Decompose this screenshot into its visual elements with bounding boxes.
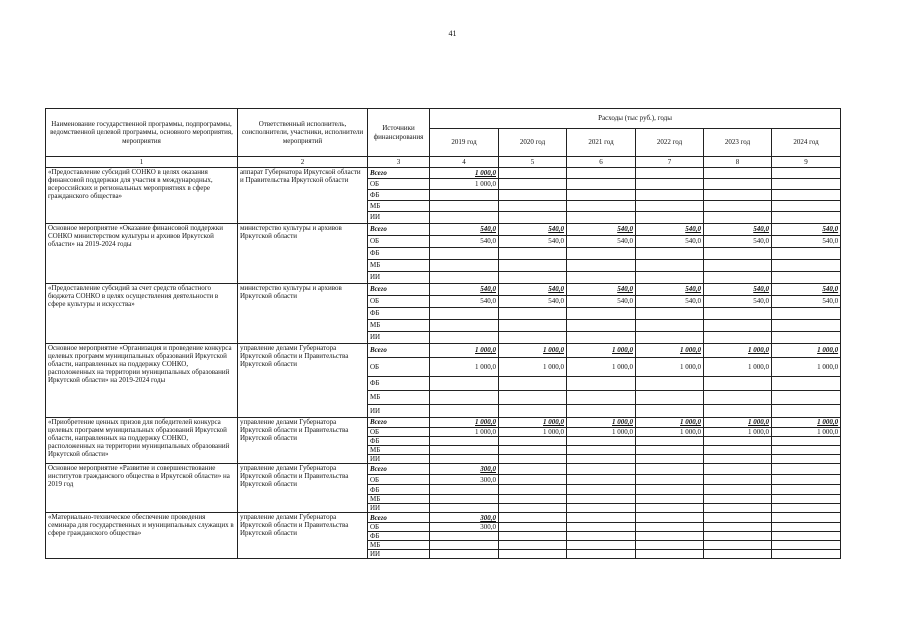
amount-cell (499, 446, 567, 455)
funding-source: ОБ (368, 523, 430, 532)
amount-cell (567, 332, 636, 344)
funding-source: ИИ (368, 455, 430, 464)
amount-cell (567, 190, 636, 201)
funding-source: Всего (368, 513, 430, 523)
amount-cell: 1 000,0 (704, 418, 772, 428)
amount-cell (636, 513, 704, 523)
column-index: 6 (567, 157, 636, 168)
amount-cell: 540,0 (430, 224, 499, 236)
amount-cell: 1 000,0 (772, 418, 841, 428)
year-header: 2020 год (499, 129, 567, 157)
amount-cell (430, 212, 499, 224)
amount-cell (636, 405, 704, 418)
amount-cell (567, 212, 636, 224)
column-index: 9 (772, 157, 841, 168)
amount-cell (772, 550, 841, 559)
amount-cell: 1 000,0 (430, 418, 499, 428)
amount-cell (704, 168, 772, 179)
amount-cell (499, 332, 567, 344)
funding-source: ИИ (368, 272, 430, 284)
amount-cell (636, 446, 704, 455)
amount-cell (567, 504, 636, 513)
amount-cell (704, 485, 772, 495)
amount-cell (772, 455, 841, 464)
amount-cell (772, 201, 841, 212)
amount-cell (704, 212, 772, 224)
amount-cell (772, 495, 841, 504)
amount-cell (636, 332, 704, 344)
funding-source: ИИ (368, 212, 430, 224)
amount-cell (430, 391, 499, 405)
funding-source: МБ (368, 320, 430, 332)
funding-source: МБ (368, 541, 430, 550)
amount-cell (430, 541, 499, 550)
amount-cell (704, 532, 772, 541)
column-index: 3 (368, 157, 430, 168)
amount-cell (430, 320, 499, 332)
measure-name: Основное мероприятие «Развитие и совершенствование институтов гражданского общества в Иркутской области» на 2019 год (46, 464, 238, 513)
amount-cell (567, 513, 636, 523)
amount-cell: 1 000,0 (499, 428, 567, 437)
amount-cell (499, 201, 567, 212)
amount-cell (704, 190, 772, 201)
amount-cell (636, 475, 704, 485)
amount-cell (636, 550, 704, 559)
funding-source: ФБ (368, 532, 430, 541)
amount-cell (499, 308, 567, 320)
amount-cell (704, 179, 772, 190)
amount-cell (567, 495, 636, 504)
amount-cell: 1 000,0 (772, 358, 841, 377)
amount-cell (430, 532, 499, 541)
amount-cell (499, 272, 567, 284)
amount-cell (772, 513, 841, 523)
amount-cell: 1 000,0 (430, 358, 499, 377)
amount-cell (704, 308, 772, 320)
amount-cell: 540,0 (567, 284, 636, 296)
amount-cell (567, 532, 636, 541)
amount-cell (772, 260, 841, 272)
amount-cell (499, 475, 567, 485)
amount-cell (704, 248, 772, 260)
funding-source: МБ (368, 446, 430, 455)
amount-cell (704, 550, 772, 559)
amount-cell: 540,0 (430, 296, 499, 308)
amount-cell: 540,0 (499, 236, 567, 248)
responsible-executor: управление делами Губернатора Иркутской области и Правительства Иркутской области (238, 418, 368, 464)
funding-source: ОБ (368, 475, 430, 485)
amount-cell (772, 377, 841, 391)
amount-cell (704, 437, 772, 446)
amount-cell (636, 190, 704, 201)
column-index-row (46, 157, 841, 168)
table-row (46, 224, 841, 236)
measure-name: «Приобретение ценных призов для победителей конкурса целевых программ муниципальных образований Иркутской области, направленных на поддержку СОНКО, расположенных на территории муниципальных образований Иркутской области» (46, 418, 238, 464)
funding-source: ОБ (368, 236, 430, 248)
amount-cell (499, 320, 567, 332)
amount-cell: 540,0 (430, 236, 499, 248)
amount-cell (636, 523, 704, 532)
funding-source: ИИ (368, 504, 430, 513)
amount-cell (772, 446, 841, 455)
amount-cell: 300,0 (430, 475, 499, 485)
amount-cell: 1 000,0 (636, 418, 704, 428)
amount-cell (772, 272, 841, 284)
amount-cell (567, 377, 636, 391)
amount-cell (772, 523, 841, 532)
amount-cell: 1 000,0 (499, 418, 567, 428)
amount-cell (772, 320, 841, 332)
amount-cell (636, 391, 704, 405)
responsible-executor: аппарат Губернатора Иркутской области и Правительства Иркутской области (238, 168, 368, 224)
funding-source: МБ (368, 201, 430, 212)
amount-cell (499, 464, 567, 475)
amount-cell (499, 248, 567, 260)
amount-cell (704, 272, 772, 284)
funding-source: Всего (368, 168, 430, 179)
amount-cell (636, 504, 704, 513)
amount-cell (636, 212, 704, 224)
amount-cell (430, 260, 499, 272)
amount-cell (567, 464, 636, 475)
amount-cell (430, 332, 499, 344)
amount-cell (499, 405, 567, 418)
amount-cell (499, 532, 567, 541)
amount-cell (636, 201, 704, 212)
amount-cell (636, 495, 704, 504)
amount-cell (430, 446, 499, 455)
amount-cell (772, 190, 841, 201)
amount-cell (704, 513, 772, 523)
amount-cell (704, 391, 772, 405)
year-header: 2024 год (772, 129, 841, 157)
year-header: 2019 год (430, 129, 499, 157)
funding-source: ФБ (368, 377, 430, 391)
column-index: 2 (238, 157, 368, 168)
amount-cell (636, 248, 704, 260)
amount-cell (567, 475, 636, 485)
column-index: 4 (430, 157, 499, 168)
budget-table (45, 108, 841, 559)
amount-cell: 540,0 (704, 224, 772, 236)
header-expenses: Расходы (тыс руб.), годы (430, 109, 841, 129)
amount-cell: 540,0 (772, 236, 841, 248)
amount-cell (499, 513, 567, 523)
amount-cell (772, 168, 841, 179)
amount-cell (567, 437, 636, 446)
amount-cell (499, 190, 567, 201)
funding-source: ОБ (368, 428, 430, 437)
amount-cell (430, 405, 499, 418)
amount-cell (499, 541, 567, 550)
amount-cell (704, 475, 772, 485)
amount-cell (704, 260, 772, 272)
amount-cell (567, 541, 636, 550)
amount-cell (772, 532, 841, 541)
amount-cell (430, 248, 499, 260)
amount-cell (704, 541, 772, 550)
amount-cell (430, 437, 499, 446)
amount-cell (430, 504, 499, 513)
amount-cell: 540,0 (499, 296, 567, 308)
amount-cell (704, 405, 772, 418)
amount-cell (636, 532, 704, 541)
funding-source: ФБ (368, 437, 430, 446)
funding-source: Всего (368, 418, 430, 428)
responsible-executor: управление делами Губернатора Иркутской области и Правительства Иркутской области (238, 344, 368, 418)
funding-source: МБ (368, 391, 430, 405)
amount-cell (567, 485, 636, 495)
funding-source: Всего (368, 224, 430, 236)
amount-cell: 540,0 (499, 224, 567, 236)
amount-cell: 540,0 (704, 296, 772, 308)
amount-cell (636, 485, 704, 495)
funding-source: Всего (368, 464, 430, 475)
amount-cell (636, 260, 704, 272)
amount-cell (567, 168, 636, 179)
amount-cell: 540,0 (772, 296, 841, 308)
measure-name: Основное мероприятие «Организация и проведение конкурса целевых программ муниципальных образований Иркутской области, направленных на поддержку СОНКО, расположенных на территории муниципальных образований Иркутской области» на 2019-2024 годы (46, 344, 238, 418)
amount-cell (772, 541, 841, 550)
amount-cell (567, 455, 636, 464)
funding-source: ОБ (368, 358, 430, 377)
amount-cell (430, 190, 499, 201)
amount-cell (636, 168, 704, 179)
header-responsible: Ответственный исполнитель, соисполнители, участники, исполнители мероприятий (238, 109, 368, 157)
amount-cell (567, 308, 636, 320)
amount-cell (567, 248, 636, 260)
amount-cell: 1 000,0 (567, 358, 636, 377)
amount-cell (430, 272, 499, 284)
amount-cell (567, 179, 636, 190)
amount-cell: 540,0 (430, 284, 499, 296)
amount-cell (636, 179, 704, 190)
header-name: Наименование государственной программы, подпрограммы, ведомственной целевой программы, основного мероприятия, мероприятия (46, 109, 238, 157)
responsible-executor: управление делами Губернатора Иркутской области и Правительства Иркутской области (238, 513, 368, 559)
amount-cell: 1 000,0 (704, 358, 772, 377)
amount-cell: 540,0 (567, 296, 636, 308)
amount-cell: 540,0 (499, 284, 567, 296)
measure-name: «Материально-техническое обеспечение проведения семинара для государственных и муниципальных служащих в сфере гражданского общества» (46, 513, 238, 559)
table-row (46, 344, 841, 358)
amount-cell: 1 000,0 (567, 344, 636, 358)
measure-name: «Предоставление субсидий СОНКО в целях оказания финансовой поддержки для участия в международных, всероссийских и региональных мероприятиях в сфере гражданского общества» (46, 168, 238, 224)
funding-source: ФБ (368, 308, 430, 320)
amount-cell (772, 308, 841, 320)
amount-cell (704, 332, 772, 344)
amount-cell (499, 523, 567, 532)
amount-cell: 1 000,0 (430, 179, 499, 190)
year-header: 2021 год (567, 129, 636, 157)
amount-cell (499, 260, 567, 272)
amount-cell (430, 308, 499, 320)
measure-name: «Предоставление субсидий за счет средств областного бюджета СОНКО в целях осуществления деятельности в сфере культуры и искусства» (46, 284, 238, 344)
amount-cell: 540,0 (567, 224, 636, 236)
amount-cell (772, 332, 841, 344)
amount-cell (636, 308, 704, 320)
amount-cell: 540,0 (636, 236, 704, 248)
amount-cell (567, 320, 636, 332)
amount-cell (772, 504, 841, 513)
amount-cell (636, 320, 704, 332)
column-index: 7 (636, 157, 704, 168)
amount-cell: 300,0 (430, 523, 499, 532)
amount-cell (567, 201, 636, 212)
amount-cell (704, 464, 772, 475)
amount-cell: 540,0 (772, 284, 841, 296)
table-row (46, 418, 841, 428)
amount-cell: 1 000,0 (430, 344, 499, 358)
table-row (46, 168, 841, 179)
amount-cell: 1 000,0 (704, 428, 772, 437)
amount-cell: 1 000,0 (636, 358, 704, 377)
column-index: 8 (704, 157, 772, 168)
amount-cell (704, 201, 772, 212)
amount-cell (430, 455, 499, 464)
amount-cell: 1 000,0 (772, 344, 841, 358)
column-index: 1 (46, 157, 238, 168)
amount-cell (499, 168, 567, 179)
amount-cell: 540,0 (636, 224, 704, 236)
funding-source: ФБ (368, 248, 430, 260)
column-index: 5 (499, 157, 567, 168)
amount-cell (430, 485, 499, 495)
amount-cell (499, 391, 567, 405)
amount-cell (772, 179, 841, 190)
amount-cell (772, 485, 841, 495)
amount-cell (704, 320, 772, 332)
amount-cell (704, 377, 772, 391)
amount-cell (772, 248, 841, 260)
amount-cell (772, 475, 841, 485)
amount-cell (499, 212, 567, 224)
amount-cell (499, 495, 567, 504)
table-row (46, 284, 841, 296)
funding-source: ИИ (368, 332, 430, 344)
amount-cell (430, 550, 499, 559)
amount-cell: 540,0 (567, 236, 636, 248)
amount-cell (772, 437, 841, 446)
amount-cell (772, 212, 841, 224)
amount-cell: 1 000,0 (567, 418, 636, 428)
amount-cell (704, 523, 772, 532)
amount-cell (567, 260, 636, 272)
amount-cell (499, 455, 567, 464)
amount-cell: 1 000,0 (499, 358, 567, 377)
amount-cell: 1 000,0 (772, 428, 841, 437)
amount-cell (772, 391, 841, 405)
amount-cell (499, 485, 567, 495)
amount-cell (567, 523, 636, 532)
amount-cell (499, 437, 567, 446)
year-header: 2022 год (636, 129, 704, 157)
amount-cell (567, 272, 636, 284)
amount-cell (636, 541, 704, 550)
table-row (46, 513, 841, 523)
amount-cell: 540,0 (636, 284, 704, 296)
amount-cell: 540,0 (636, 296, 704, 308)
funding-source: Всего (368, 344, 430, 358)
amount-cell (636, 437, 704, 446)
amount-cell (567, 446, 636, 455)
responsible-executor: министерство культуры и архивов Иркутской области (238, 224, 368, 284)
amount-cell (704, 446, 772, 455)
amount-cell (636, 464, 704, 475)
amount-cell: 1 000,0 (636, 428, 704, 437)
amount-cell (636, 455, 704, 464)
amount-cell: 1 000,0 (704, 344, 772, 358)
funding-source: ОБ (368, 179, 430, 190)
amount-cell: 1 000,0 (430, 168, 499, 179)
amount-cell: 1 000,0 (499, 344, 567, 358)
amount-cell: 1 000,0 (430, 428, 499, 437)
table-row (46, 464, 841, 475)
amount-cell: 300,0 (430, 464, 499, 475)
funding-source: ФБ (368, 485, 430, 495)
amount-cell (499, 504, 567, 513)
amount-cell (499, 179, 567, 190)
amount-cell (567, 550, 636, 559)
amount-cell (567, 391, 636, 405)
amount-cell (430, 201, 499, 212)
measure-name: Основное мероприятие «Оказание финансовой поддержки СОНКО министерством культуры и архивов Иркутской области» на 2019-2024 годы (46, 224, 238, 284)
funding-source: ИИ (368, 405, 430, 418)
amount-cell (499, 550, 567, 559)
amount-cell (636, 272, 704, 284)
amount-cell (772, 405, 841, 418)
funding-source: ИИ (368, 550, 430, 559)
funding-source: ОБ (368, 296, 430, 308)
funding-source: МБ (368, 260, 430, 272)
amount-cell (704, 504, 772, 513)
amount-cell (704, 495, 772, 504)
funding-source: Всего (368, 284, 430, 296)
amount-cell: 1 000,0 (567, 428, 636, 437)
amount-cell: 540,0 (704, 284, 772, 296)
table-body (46, 168, 841, 559)
amount-cell: 300,0 (430, 513, 499, 523)
amount-cell (704, 455, 772, 464)
amount-cell: 1 000,0 (636, 344, 704, 358)
amount-cell (567, 405, 636, 418)
header-sources: Источники финансирования (368, 109, 430, 157)
amount-cell: 540,0 (772, 224, 841, 236)
amount-cell: 540,0 (704, 236, 772, 248)
responsible-executor: министерство культуры и архивов Иркутской области (238, 284, 368, 344)
amount-cell (430, 377, 499, 391)
amount-cell (772, 464, 841, 475)
amount-cell (499, 377, 567, 391)
amount-cell (430, 495, 499, 504)
year-header: 2023 год (704, 129, 772, 157)
funding-source: ФБ (368, 190, 430, 201)
funding-source: МБ (368, 495, 430, 504)
responsible-executor: управление делами Губернатора Иркутской области и Правительства Иркутской области (238, 464, 368, 513)
page-number: 41 (448, 29, 457, 38)
amount-cell (636, 377, 704, 391)
